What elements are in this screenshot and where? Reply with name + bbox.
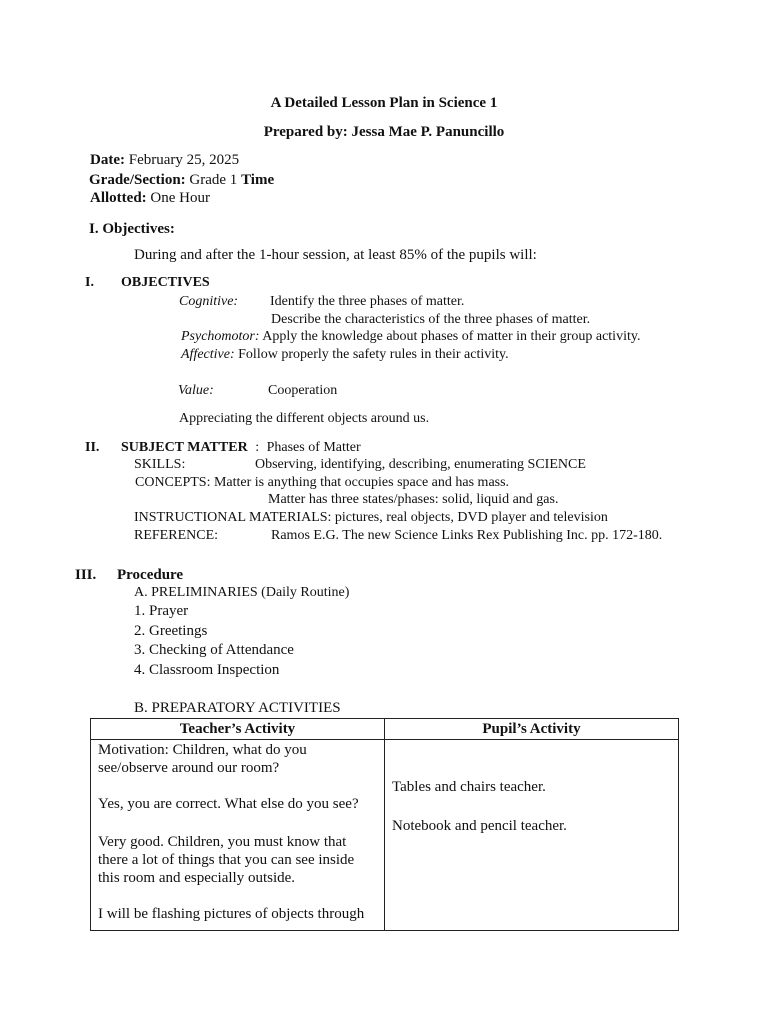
materials-line: INSTRUCTIONAL MATERIALS: pictures, real objects, DVD player and television <box>134 510 608 525</box>
objectives-intro-heading: I. Objectives: <box>89 221 175 237</box>
document-title: A Detailed Lesson Plan in Science 1 <box>270 95 498 111</box>
preliminaries-heading: A. PRELIMINARIES (Daily Routine) <box>134 585 350 600</box>
pupil-activity-cell <box>385 740 679 931</box>
time-label: Time <box>241 172 275 188</box>
subject-matter-numeral: II. <box>85 440 100 455</box>
affective-line <box>181 348 509 362</box>
allotted-line <box>90 191 210 206</box>
subject-matter-topic: Phases of Matter <box>266 440 361 455</box>
procedure-numeral: III. <box>75 567 97 583</box>
teacher-activity-cell <box>91 740 385 931</box>
date-label: Date: <box>90 152 125 168</box>
date-value: February 25, 2025 <box>128 152 240 168</box>
skills-text: Observing, identifying, describing, enumerating SCIENCE <box>255 457 586 472</box>
concepts-line-2: Matter has three states/phases: solid, liquid and gas. <box>268 492 559 507</box>
psychomotor-line <box>181 330 640 344</box>
subject-matter-separator: : <box>255 440 260 455</box>
table-header-row <box>91 719 679 740</box>
reference-text: Ramos E.G. The new Science Links Rex Publishing Inc. pp. 172-180. <box>271 528 663 543</box>
cognitive-text-2: Describe the characteristics of the three phases of matter. <box>271 312 591 327</box>
table-row <box>91 740 679 931</box>
teacher-line: Very good. Children, you must know that there a lot of things that you can see inside this room and especially outside. <box>98 834 355 886</box>
subject-matter-heading: SUBJECT MATTER <box>121 440 248 455</box>
allotted-label: Allotted: <box>90 190 147 206</box>
pupil-line: Notebook and pencil teacher. <box>392 818 567 834</box>
teacher-line: Yes, you are correct. What else do you see? <box>98 796 359 812</box>
grade-line <box>89 173 274 188</box>
psychomotor-text: Apply the knowledge about phases of matter in their group activity. <box>262 329 641 344</box>
activities-table <box>90 718 679 931</box>
value-text: Cooperation <box>268 383 338 398</box>
teacher-activity-header: Teacher’s Activity <box>91 719 385 740</box>
preparatory-heading: B. PREPARATORY ACTIVITIES <box>134 700 341 716</box>
pupil-activity-header: Pupil’s Activity <box>385 719 679 740</box>
procedure-item: 1. Prayer <box>134 603 189 619</box>
cognitive-label: Cognitive: <box>179 294 239 309</box>
value-label: Value: <box>178 383 214 398</box>
procedure-heading: Procedure <box>117 567 184 583</box>
teacher-line: I will be flashing pictures of objects through <box>98 906 365 922</box>
procedure-item: 3. Checking of Attendance <box>134 642 294 658</box>
appreciation-text: Appreciating the different objects around us. <box>179 411 430 426</box>
prepared-by: Prepared by: Jessa Mae P. Panuncillo <box>263 124 505 140</box>
pupil-line: Tables and chairs teacher. <box>392 779 546 795</box>
grade-value: Grade 1 <box>189 172 238 188</box>
procedure-item: 2. Greetings <box>134 623 208 639</box>
procedure-item: 4. Classroom Inspection <box>134 662 280 678</box>
skills-label: SKILLS: <box>134 457 186 472</box>
reference-label: REFERENCE: <box>134 528 219 543</box>
affective-text: Follow properly the safety rules in their activity. <box>238 347 509 362</box>
objectives-heading: OBJECTIVES <box>121 275 210 290</box>
cognitive-text-1: Identify the three phases of matter. <box>270 294 465 309</box>
teacher-line: Motivation: Children, what do you see/observe around our room? <box>98 742 307 776</box>
objectives-numeral: I. <box>85 275 94 290</box>
affective-label: Affective: <box>181 347 235 362</box>
date-line <box>90 153 239 168</box>
psychomotor-label: Psychomotor: <box>181 329 260 344</box>
grade-label: Grade/Section: <box>89 172 186 188</box>
objectives-intro-text: During and after the 1-hour session, at least 85% of the pupils will: <box>134 247 537 263</box>
concepts-line: CONCEPTS: Matter is anything that occupies space and has mass. <box>135 475 510 490</box>
allotted-value: One Hour <box>150 190 210 206</box>
subject-matter-line <box>121 441 361 455</box>
